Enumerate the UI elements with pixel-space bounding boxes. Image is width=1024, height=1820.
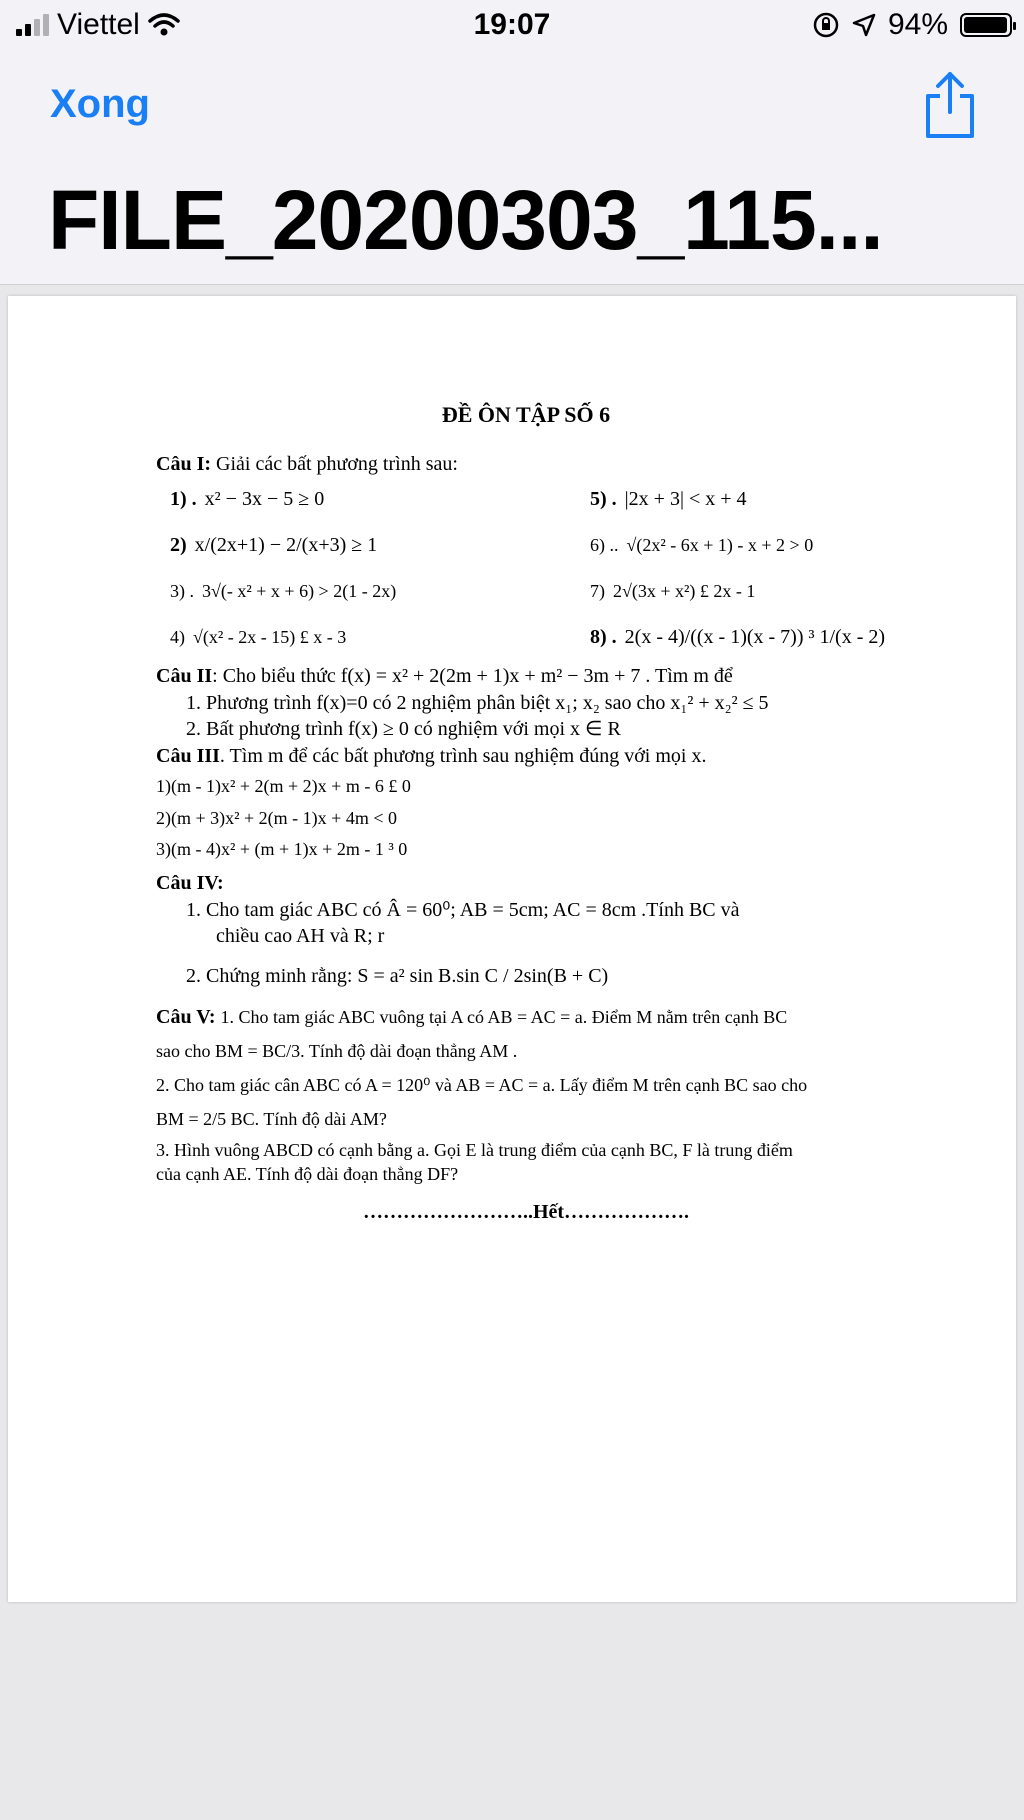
status-bar bbox=[0, 0, 1024, 52]
q4-item: 1. Cho tam giác ABC có Â = 60⁰; AB = 5cm; AC = 8cm .Tính BC và bbox=[186, 898, 740, 921]
q1-heading: Câu I: Giải các bất phương trình sau: bbox=[156, 453, 458, 476]
q1-item: 3) . 3√(- x² + x + 6) > 2(1 - 2x) bbox=[170, 580, 397, 601]
q1-item: 6) .. √(2x² - 6x + 1) - x + 2 > 0 bbox=[590, 534, 814, 555]
q2-item: 1. Phương trình f(x)=0 có 2 nghiệm phân biệt x₁; x₂ sao cho x₁² + x₂² ≤ 5 bbox=[186, 691, 769, 714]
status-time: 19:07 bbox=[473, 8, 551, 41]
q1-item: 5) . |2x + 3| < x + 4 bbox=[590, 488, 747, 511]
q1-items bbox=[170, 481, 896, 655]
q4-heading: Câu IV: bbox=[156, 872, 224, 895]
q3-item: 1)(m - 1)x² + 2(m + 2)x + m - 6 £ 0 bbox=[156, 775, 411, 796]
q5-line: 2. Cho tam giác cân ABC có A = 120⁰ và AB = AC = a. Lấy điểm M trên cạnh BC sao cho bbox=[156, 1074, 808, 1095]
q2-heading: Câu II: Cho biểu thức f(x) = x² + 2(2m + 1)x + m² − 3m + 7 . Tìm m để bbox=[156, 665, 733, 688]
q4-item-cont: chiều cao AH và R; r bbox=[216, 925, 385, 948]
file-title: FILE_20200303_115... bbox=[48, 173, 883, 267]
navigation-bar bbox=[0, 52, 1024, 285]
q5-line: BM = 2/5 BC. Tính độ dài AM? bbox=[156, 1108, 387, 1129]
done-button[interactable]: Xong bbox=[50, 82, 150, 126]
q1-item: 4) √(x² - 2x - 15) £ x - 3 bbox=[170, 626, 347, 647]
q1-item: 1) . x² − 3x − 5 ≥ 0 bbox=[170, 488, 325, 511]
document-page[interactable] bbox=[8, 296, 1016, 1602]
q1-item: 8) . 2(x - 4)/((x - 1)(x - 7)) ³ 1/(x - 2) bbox=[590, 626, 886, 649]
q5-line: 3. Hình vuông ABCD có cạnh bằng a. Gọi E là trung điểm của cạnh BC, F là trung điểm bbox=[156, 1140, 793, 1161]
rotation-lock-icon bbox=[812, 11, 840, 39]
q5-line: sao cho BM = BC/3. Tính độ dài đoạn thẳng AM . bbox=[156, 1041, 518, 1062]
q1-item: 2) x/(2x+1) − 2/(x+3) ≥ 1 bbox=[170, 534, 378, 557]
document-content bbox=[156, 400, 896, 1225]
doc-title: ĐỀ ÔN TẬP SỐ 6 bbox=[441, 402, 611, 427]
q1-item: 7) 2√(3x + x²) £ 2x - 1 bbox=[590, 580, 756, 601]
location-arrow-icon bbox=[852, 13, 876, 37]
share-icon[interactable] bbox=[922, 70, 978, 140]
q3-item: 3)(m - 4)x² + (m + 1)x + 2m - 1 ³ 0 bbox=[156, 839, 408, 860]
q3-item: 2)(m + 3)x² + 2(m - 1)x + 4m < 0 bbox=[156, 807, 397, 828]
status-right bbox=[812, 8, 1012, 42]
q4-item: 2. Chứng minh rằng: S = a² sin B.sin C / 2sin(B + C) bbox=[186, 965, 609, 988]
q2-item: 2. Bất phương trình f(x) ≥ 0 có nghiệm với mọi x ∈ R bbox=[186, 718, 621, 741]
q5-line: của cạnh AE. Tính độ dài đoạn thẳng DF? bbox=[156, 1164, 459, 1185]
battery-icon bbox=[960, 13, 1012, 37]
doc-end: ……………………..Hết………………. bbox=[362, 1200, 690, 1223]
q3-heading: Câu III. Tìm m để các bất phương trình sau nghiệm đúng với mọi x. bbox=[156, 744, 707, 767]
battery-percent: 94% bbox=[887, 8, 948, 41]
q5-line: Câu V: 1. Cho tam giác ABC vuông tại A có AB = AC = a. Điểm M nằm trên cạnh BC bbox=[156, 1005, 788, 1028]
carrier-label: Viettel bbox=[57, 8, 140, 41]
